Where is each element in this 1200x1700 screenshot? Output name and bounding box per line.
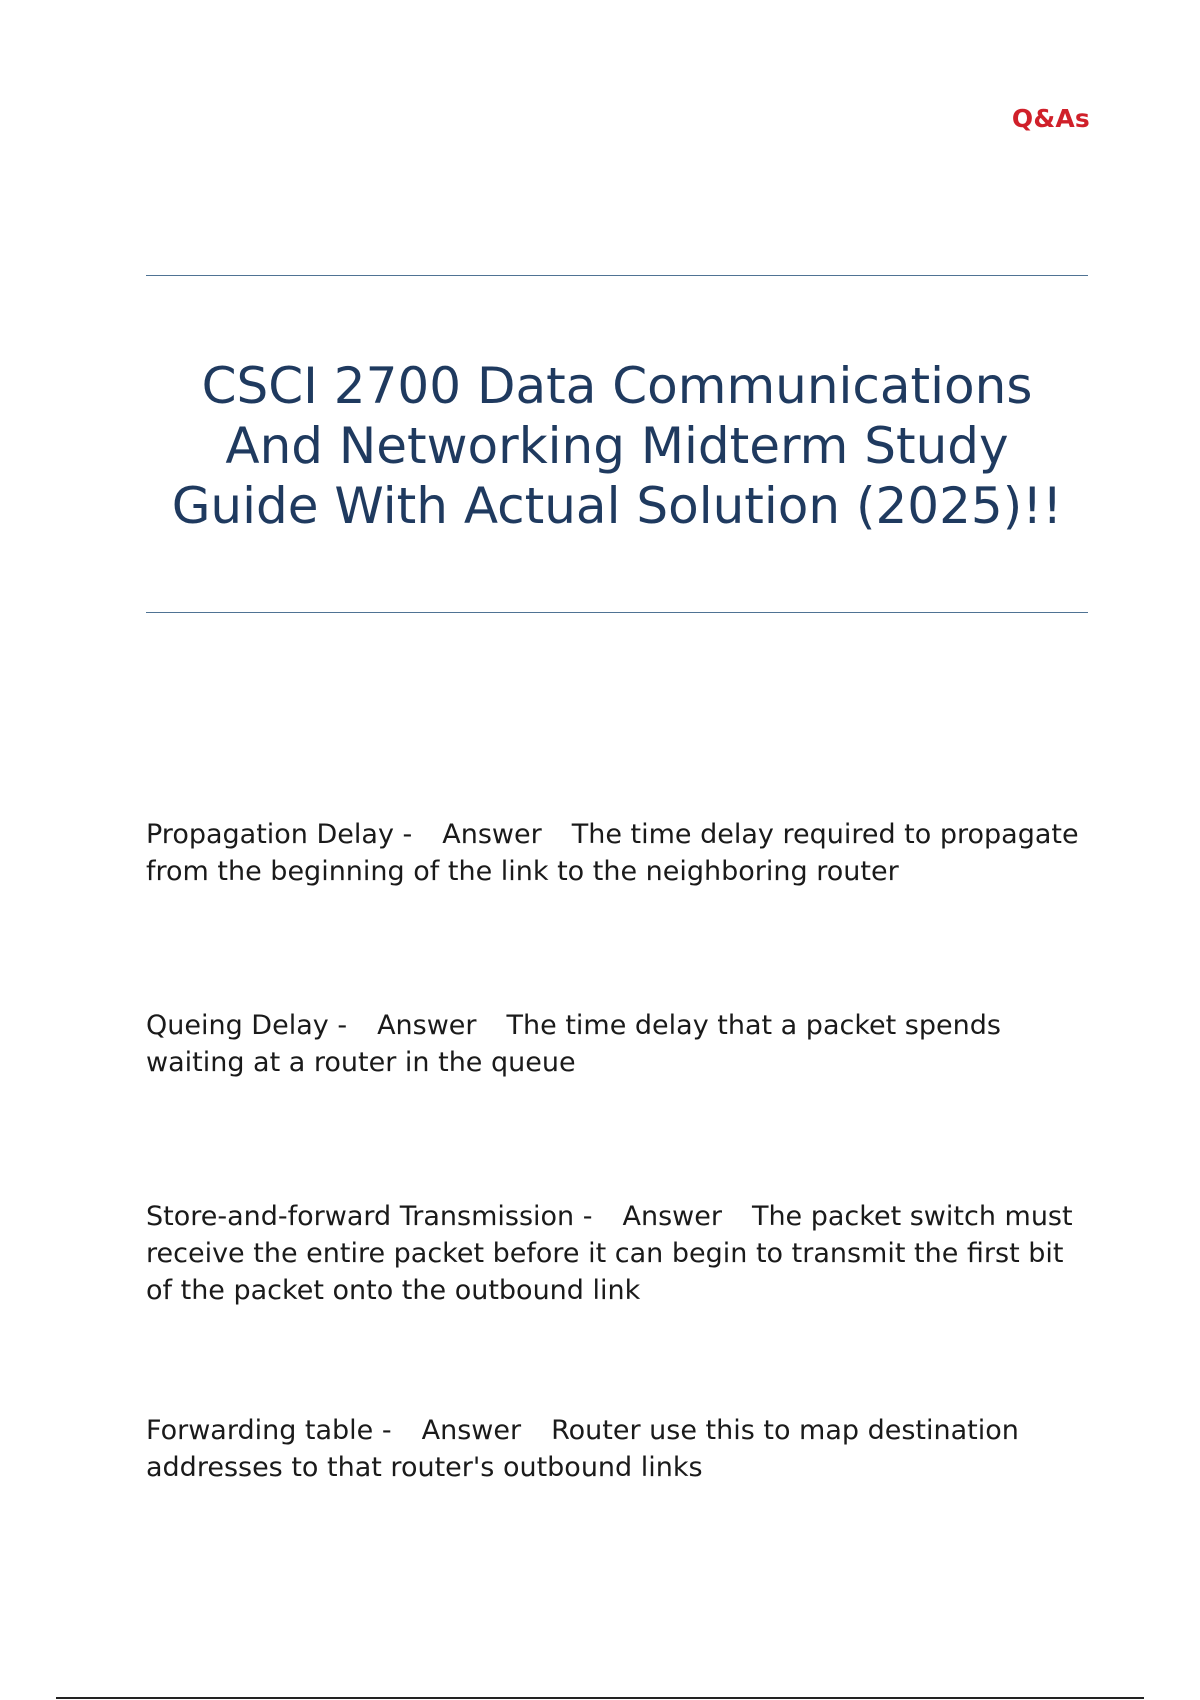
title-top-divider [146,275,1088,276]
qa-term: Queing Delay - [146,1010,348,1041]
qa-badge: Q&As [1011,104,1090,133]
qa-answer: The time delay required to propagate from the beginning of the link to the neighboring router [146,819,1079,887]
qa-answer-label: Answer [377,1010,477,1041]
qa-term: Forwarding table - [146,1415,392,1446]
qa-answer: The packet switch must receive the entire packet before it can begin to transmit the first bit of the packet onto the outbound link [146,1201,1073,1306]
qa-term: Store-and-forward Transmission - [146,1201,593,1232]
qa-answer-label: Answer [442,819,542,850]
document-title: CSCI 2700 Data Communications And Networking Midterm Study Guide With Actual Solution (2025)!! [171,357,1063,535]
qa-term: Propagation Delay - [146,819,413,850]
qa-answer-label: Answer [622,1201,722,1232]
title-bottom-divider [146,612,1088,613]
qa-item-queing-delay [146,1007,1088,1081]
qa-item-propagation-delay [146,816,1088,890]
footer-divider [56,1697,1144,1699]
qa-item-forwarding-table [146,1412,1088,1486]
qa-answer-label: Answer [421,1415,522,1446]
qa-list [146,816,1088,1603]
qa-answer: The time delay that a packet spends waiting at a router in the queue [146,1010,1001,1078]
qa-item-store-and-forward [146,1198,1088,1309]
qa-answer: Router use this to map destination addresses to that router's outbound links [146,1415,1019,1483]
